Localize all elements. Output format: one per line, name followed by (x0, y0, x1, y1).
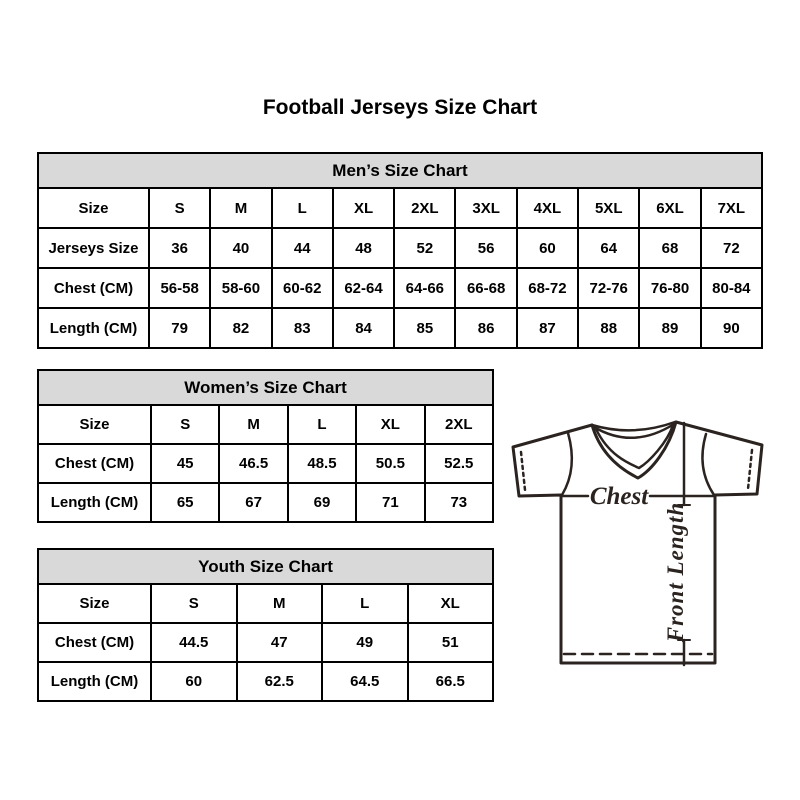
value-cell: 52 (394, 228, 455, 268)
value-cell: 51 (408, 623, 494, 662)
row-label-cell: Size (38, 405, 151, 444)
table-row (38, 405, 493, 444)
value-cell: 62-64 (333, 268, 394, 308)
value-cell: 64-66 (394, 268, 455, 308)
value-cell: 48.5 (288, 444, 356, 483)
value-cell: 49 (322, 623, 408, 662)
value-cell: 2XL (425, 405, 493, 444)
value-cell: L (322, 584, 408, 623)
table-row (38, 268, 762, 308)
value-cell: 90 (701, 308, 762, 348)
left-armhole-seam (562, 433, 572, 495)
value-cell: XL (333, 188, 394, 228)
row-label-cell: Size (38, 188, 149, 228)
value-cell: 68 (639, 228, 700, 268)
value-cell: 72 (701, 228, 762, 268)
value-cell: 56 (455, 228, 516, 268)
value-cell: 50.5 (356, 444, 424, 483)
value-cell: 44.5 (151, 623, 237, 662)
value-cell: 66.5 (408, 662, 494, 701)
value-cell: 82 (210, 308, 271, 348)
jersey-outline (513, 422, 762, 663)
row-label-cell: Chest (CM) (38, 623, 151, 662)
table-row (38, 188, 762, 228)
table-row (38, 483, 493, 522)
value-cell: 6XL (639, 188, 700, 228)
row-label-cell: Length (CM) (38, 483, 151, 522)
right-cuff-stitch (748, 450, 752, 489)
value-cell: 52.5 (425, 444, 493, 483)
value-cell: 48 (333, 228, 394, 268)
row-label-cell: Chest (CM) (38, 444, 151, 483)
value-cell: S (151, 584, 237, 623)
value-cell: 60-62 (272, 268, 333, 308)
value-cell: 45 (151, 444, 219, 483)
table-header-row (38, 370, 493, 405)
value-cell: 64.5 (322, 662, 408, 701)
youth-table-title: Youth Size Chart (38, 549, 493, 584)
value-cell: 3XL (455, 188, 516, 228)
womens-table (37, 369, 494, 523)
value-cell: 69 (288, 483, 356, 522)
row-label-cell: Jerseys Size (38, 228, 149, 268)
value-cell: 84 (333, 308, 394, 348)
chest-label: Chest (589, 483, 649, 510)
value-cell: 79 (149, 308, 210, 348)
row-label-cell: Length (CM) (38, 308, 149, 348)
value-cell: 40 (210, 228, 271, 268)
row-label-cell: Chest (CM) (38, 268, 149, 308)
value-cell: 4XL (517, 188, 578, 228)
row-label-cell: Length (CM) (38, 662, 151, 701)
table-header-row (38, 153, 762, 188)
value-cell: 72-76 (578, 268, 639, 308)
youth-table (37, 548, 494, 702)
womens-table-title: Women’s Size Chart (38, 370, 493, 405)
value-cell: 80-84 (701, 268, 762, 308)
value-cell: 36 (149, 228, 210, 268)
mens-table (37, 152, 763, 349)
value-cell: 83 (272, 308, 333, 348)
mens-size-table (37, 152, 763, 349)
value-cell: 71 (356, 483, 424, 522)
value-cell: 86 (455, 308, 516, 348)
value-cell: 89 (639, 308, 700, 348)
value-cell: L (272, 188, 333, 228)
value-cell: M (219, 405, 287, 444)
table-row (38, 228, 762, 268)
left-cuff-stitch (521, 452, 525, 490)
youth-size-table (37, 548, 494, 702)
jersey-diagram (505, 403, 800, 703)
value-cell: 73 (425, 483, 493, 522)
table-row (38, 584, 493, 623)
value-cell: 66-68 (455, 268, 516, 308)
value-cell: 5XL (578, 188, 639, 228)
right-armhole-seam (702, 434, 714, 495)
value-cell: 7XL (701, 188, 762, 228)
value-cell: 88 (578, 308, 639, 348)
value-cell: 60 (151, 662, 237, 701)
value-cell: 67 (219, 483, 287, 522)
value-cell: 64 (578, 228, 639, 268)
value-cell: 60 (517, 228, 578, 268)
value-cell: S (149, 188, 210, 228)
value-cell: 46.5 (219, 444, 287, 483)
value-cell: 2XL (394, 188, 455, 228)
table-row (38, 662, 493, 701)
front-length-label: Front Length (663, 501, 688, 643)
value-cell: 85 (394, 308, 455, 348)
row-label-cell: Size (38, 584, 151, 623)
value-cell: 44 (272, 228, 333, 268)
table-row (38, 444, 493, 483)
value-cell: XL (356, 405, 424, 444)
value-cell: 47 (237, 623, 323, 662)
womens-size-table (37, 369, 494, 523)
value-cell: XL (408, 584, 494, 623)
table-header-row (38, 549, 493, 584)
value-cell: 62.5 (237, 662, 323, 701)
value-cell: 68-72 (517, 268, 578, 308)
page-title: Football Jerseys Size Chart (262, 96, 538, 119)
table-row (38, 623, 493, 662)
value-cell: M (237, 584, 323, 623)
value-cell: 56-58 (149, 268, 210, 308)
value-cell: 76-80 (639, 268, 700, 308)
value-cell: L (288, 405, 356, 444)
mens-table-title: Men’s Size Chart (38, 153, 762, 188)
value-cell: 65 (151, 483, 219, 522)
table-row (38, 308, 762, 348)
value-cell: S (151, 405, 219, 444)
value-cell: 87 (517, 308, 578, 348)
value-cell: M (210, 188, 271, 228)
value-cell: 58-60 (210, 268, 271, 308)
